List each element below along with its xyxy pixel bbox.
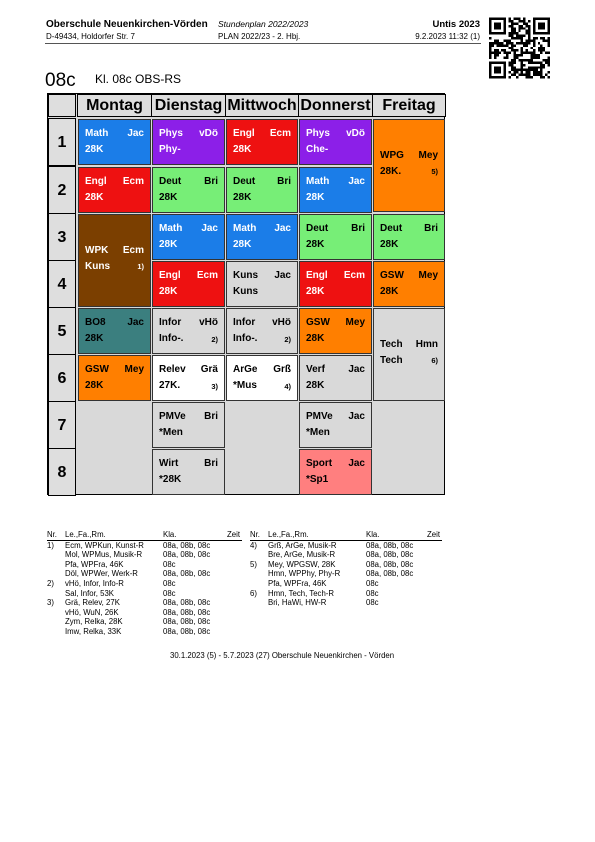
lesson-teacher: Ecm [122,176,144,187]
legend-header-le: Le.,Fa.,Rm. [65,530,106,539]
class-name: Kl. 08c OBS-RS [95,72,182,86]
lesson-cell[interactable] [152,308,225,354]
legend-classes: 08a, 08b, 08c [163,598,211,608]
legend-row [250,560,442,570]
legend-teacher-subject-room: Grä, Relev, 27K [65,598,120,608]
legend-teacher-subject-room: Hmn, WPPhy, Phy-R [268,569,341,579]
lesson-room: *Mus [233,380,257,391]
lesson-subject: PMVe [306,411,333,422]
lesson-subject: Engl [306,270,328,281]
period-header: 1 [48,118,76,166]
legend-nr: 6) [250,588,257,598]
legend-row [250,579,442,589]
legend-nr: 1) [47,540,54,550]
lesson-room: 28K [306,286,325,297]
lesson-cell[interactable] [299,355,372,401]
legend-classes: 08a, 08b, 08c [366,540,414,550]
lesson-subject: Tech [380,339,403,350]
lesson-cell[interactable] [299,308,372,354]
lesson-teacher: Ecm [196,270,218,281]
lesson-teacher: vDö [199,128,218,139]
period-header: 5 [48,307,76,355]
legend-header-zeit: Zeit [427,530,440,539]
legend-teacher-subject-room: Döl, WPWer, Werk-R [65,569,138,579]
lesson-footnote: 1) [137,262,144,271]
lesson-teacher: Bri [204,458,218,469]
lesson-room: 28K [85,192,104,203]
lesson-teacher: Grß [273,364,291,375]
legend-classes: 08a, 08b, 08c [366,559,414,569]
lesson-teacher: Bri [351,223,365,234]
lesson-room: 28K [380,239,399,250]
legend-nr: 2) [47,578,54,588]
lesson-room: Info-. [233,333,258,344]
lesson-room: Tech [380,355,403,366]
legend-teacher-subject-room: vHö, WuN, 26K [65,607,119,617]
legend-teacher-subject-room: Imw, Relka, 33K [65,626,122,636]
lesson-teacher: Jac [127,128,144,139]
lesson-cell[interactable] [226,214,298,260]
lesson-teacher: Jac [348,411,365,422]
legend-row [47,608,242,618]
legend-teacher-subject-room: Bre, ArGe, Musik-R [268,550,336,560]
legend-header-le: Le.,Fa.,Rm. [268,530,309,539]
lesson-teacher: Bri [204,411,218,422]
legend-classes: 08a, 08b, 08c [163,550,211,560]
period-header: 3 [48,213,76,261]
legend-row [250,550,442,560]
lesson-cell[interactable] [299,119,372,165]
lesson-room: 28K [306,192,325,203]
day-header: Dienstag [151,94,226,117]
lesson-cell[interactable] [373,119,445,212]
lesson-room: 28K [159,192,178,203]
lesson-room: *28K [159,474,182,485]
period-header: 6 [48,354,76,402]
legend-header-kla: Kla. [366,530,380,539]
legend-teacher-subject-room: Grß, ArGe, Musik-R [268,540,337,550]
print-datetime: 9.2.2023 11:32 (1) [415,32,480,41]
lesson-teacher: Mey [418,150,438,161]
lesson-room: 28K [380,286,399,297]
lesson-cell[interactable] [226,119,298,165]
legend-teacher-subject-room: Ecm, WPKun, Kunst-R [65,540,144,550]
legend-row [250,598,442,608]
lesson-room: Che- [306,144,329,155]
lesson-footnote: 4) [284,382,291,391]
lesson-footnote: 5) [431,167,438,176]
lesson-room: Kuns [85,261,110,272]
lesson-cell[interactable] [226,167,298,213]
legend-row [47,627,242,637]
legend-classes: 08c [163,588,176,598]
lesson-subject: Engl [233,128,255,139]
lesson-teacher: Bri [277,176,291,187]
grid-corner [48,94,76,117]
legend-teacher-subject-room: Pfa, WPFra, 46K [268,578,327,588]
lesson-room: 28K [233,192,252,203]
lesson-room: 28K [306,239,325,250]
legend-classes: 08a, 08b, 08c [163,617,211,627]
lesson-cell[interactable] [299,402,372,448]
legend-teacher-subject-room: Pfa, WPFra, 46K [65,559,124,569]
legend-teacher-subject-room: Zym, Relka, 28K [65,617,123,627]
lesson-teacher: Jac [274,223,291,234]
lesson-cell[interactable] [152,167,225,213]
legend-row [250,541,442,551]
lesson-subject: Engl [159,270,181,281]
lesson-subject: GSW [380,270,404,281]
legend-row [47,598,242,608]
lesson-room: Kuns [233,286,258,297]
lesson-cell[interactable] [299,449,372,495]
period-header: 4 [48,260,76,308]
legend-row [47,550,242,560]
lesson-cell[interactable] [78,214,151,307]
legend-classes: 08a, 08b, 08c [366,569,414,579]
lesson-room: *Sp1 [306,474,329,485]
lesson-room: 28K [85,380,104,391]
lesson-subject: Kuns [233,270,258,281]
legend-teacher-subject-room: Sal, Infor, 53K [65,588,114,598]
day-header: Donnerst [298,94,373,117]
legend-classes: 08a, 08b, 08c [366,550,414,560]
legend-row [250,589,442,599]
lesson-room: Info-. [159,333,184,344]
legend-teacher-subject-room: Mol, WPMus, Musik-R [65,550,143,560]
legend-classes: 08c [366,578,379,588]
lesson-room: 28K [306,333,325,344]
legend-nr: 4) [250,540,257,550]
lesson-cell[interactable] [78,355,151,401]
lesson-subject: Engl [85,176,107,187]
lesson-cell[interactable] [152,214,225,260]
day-header: Montag [77,94,152,117]
legend-row [250,569,442,579]
lesson-cell[interactable] [226,308,298,354]
lesson-room: 28K [159,286,178,297]
lesson-subject: WPG [380,150,404,161]
lesson-subject: GSW [306,317,330,328]
lesson-subject: PMVe [159,411,186,422]
lesson-footnote: 2) [211,335,218,344]
day-header: Freitag [372,94,446,117]
lesson-teacher: Mey [418,270,438,281]
lesson-room: 28K [85,144,104,155]
lesson-subject: Deut [233,176,256,187]
lesson-room: 28K [85,333,104,344]
lesson-teacher: Ecm [343,270,365,281]
lesson-subject: BO8 [85,317,106,328]
lesson-cell[interactable] [152,449,225,495]
lesson-cell[interactable] [78,119,151,165]
legend-header [47,530,242,541]
legend-row [47,589,242,599]
lesson-subject: Sport [306,458,333,469]
legend-teacher-subject-room: Bri, HaWi, HW-R [268,598,327,608]
day-header: Mittwoch [225,94,299,117]
lesson-subject: Math [159,223,183,234]
lesson-subject: Math [233,223,257,234]
lesson-teacher: Bri [424,223,438,234]
lesson-cell[interactable] [373,308,445,401]
lesson-subject: Verf [306,364,325,375]
lesson-room: 28K [306,380,325,391]
legend-column-right [250,530,442,608]
lesson-subject: Math [306,176,330,187]
lesson-room: 28K. [380,166,402,177]
lesson-teacher: Ecm [122,245,144,256]
legend-classes: 08c [163,578,176,588]
lesson-room: 28K [233,239,252,250]
lesson-subject: WPK [85,245,109,256]
document-title: Stundenplan 2022/2023 [218,19,309,29]
header-divider [45,43,481,44]
lesson-cell[interactable] [152,355,225,401]
lesson-footnote: 2) [284,335,291,344]
plan-name: PLAN 2022/23 - 2. Hbj. [218,32,301,41]
legend-row [47,579,242,589]
legend-classes: 08c [366,598,379,608]
lesson-subject: Deut [380,223,403,234]
legend-classes: 08a, 08b, 08c [163,626,211,636]
lesson-subject: Phys [306,128,330,139]
lesson-subject: ArGe [233,364,258,375]
lesson-teacher: vHö [272,317,291,328]
lesson-footnote: 6) [431,356,438,365]
period-header: 7 [48,401,76,449]
lesson-subject: Deut [159,176,182,187]
lesson-teacher: Jac [127,317,144,328]
lesson-room: *Men [306,427,330,438]
qr-code-icon [489,17,550,79]
lesson-subject: Deut [306,223,329,234]
legend-header-nr: Nr. [250,530,260,539]
lesson-teacher: Jac [348,364,365,375]
lesson-room: 28K [159,239,178,250]
legend-header-kla: Kla. [163,530,177,539]
legend-header-zeit: Zeit [227,530,240,539]
lesson-teacher: vHö [199,317,218,328]
school-name: Oberschule Neuenkirchen-Vörden [46,19,208,30]
lesson-footnote: 3) [211,382,218,391]
lesson-teacher: Grä [200,364,218,375]
legend-row [47,560,242,570]
legend-classes: 08a, 08b, 08c [163,607,211,617]
lesson-room: 28K [233,144,252,155]
legend-teacher-subject-room: Mey, WPGSW, 28K [268,559,336,569]
lesson-room: Phy- [159,144,181,155]
lesson-subject: Infor [159,317,182,328]
lesson-teacher: Ecm [269,128,291,139]
legend-classes: 08c [366,588,379,598]
legend-nr: 5) [250,559,257,569]
lesson-subject: Wirt [159,458,179,469]
class-code: 08c [45,70,76,91]
software-brand: Untis 2023 [432,19,480,30]
legend-header-nr: Nr. [47,530,57,539]
lesson-cell[interactable] [226,261,298,307]
lesson-teacher: Jac [348,458,365,469]
lesson-subject: Phys [159,128,183,139]
lesson-cell[interactable] [299,167,372,213]
school-address: D-49434, Holdorfer Str. 7 [46,32,135,41]
legend-classes: 08a, 08b, 08c [163,569,211,579]
lesson-cell[interactable] [226,355,298,401]
lesson-subject: Infor [233,317,256,328]
lesson-cell[interactable] [78,167,151,213]
lesson-subject: GSW [85,364,109,375]
legend-classes: 08c [163,559,176,569]
lesson-teacher: Mey [124,364,144,375]
lesson-cell[interactable] [152,402,225,448]
lesson-teacher: Bri [204,176,218,187]
lesson-teacher: Mey [345,317,365,328]
lesson-subject: Math [85,128,109,139]
legend-row [47,617,242,627]
lesson-cell[interactable] [373,261,445,307]
lesson-teacher: Jac [201,223,218,234]
legend-teacher-subject-room: Hmn, Tech, Tech-R [268,588,335,598]
lesson-cell[interactable] [373,214,445,260]
lesson-cell[interactable] [299,214,372,260]
lesson-teacher: vDö [346,128,365,139]
legend-teacher-subject-room: vHö, Infor, Info-R [65,578,124,588]
lesson-cell[interactable] [78,308,151,354]
legend-column-left [47,530,242,637]
lesson-room: 27K. [159,380,181,391]
legend-row [47,541,242,551]
lesson-cell[interactable] [299,261,372,307]
legend-nr: 3) [47,598,54,608]
lesson-cell[interactable] [152,119,225,165]
legend-classes: 08a, 08b, 08c [163,540,211,550]
legend-row [47,569,242,579]
period-header: 8 [48,448,76,496]
lesson-room: *Men [159,427,183,438]
validity-footer: 30.1.2023 (5) - 5.7.2023 (27) Oberschule Neuenkirchen - Vörden [170,651,395,660]
period-header: 2 [48,166,76,214]
lesson-cell[interactable] [152,261,225,307]
lesson-teacher: Jac [274,270,291,281]
lesson-teacher: Jac [348,176,365,187]
lesson-subject: Relev [159,364,186,375]
legend-header [250,530,442,541]
lesson-teacher: Hmn [415,339,438,350]
